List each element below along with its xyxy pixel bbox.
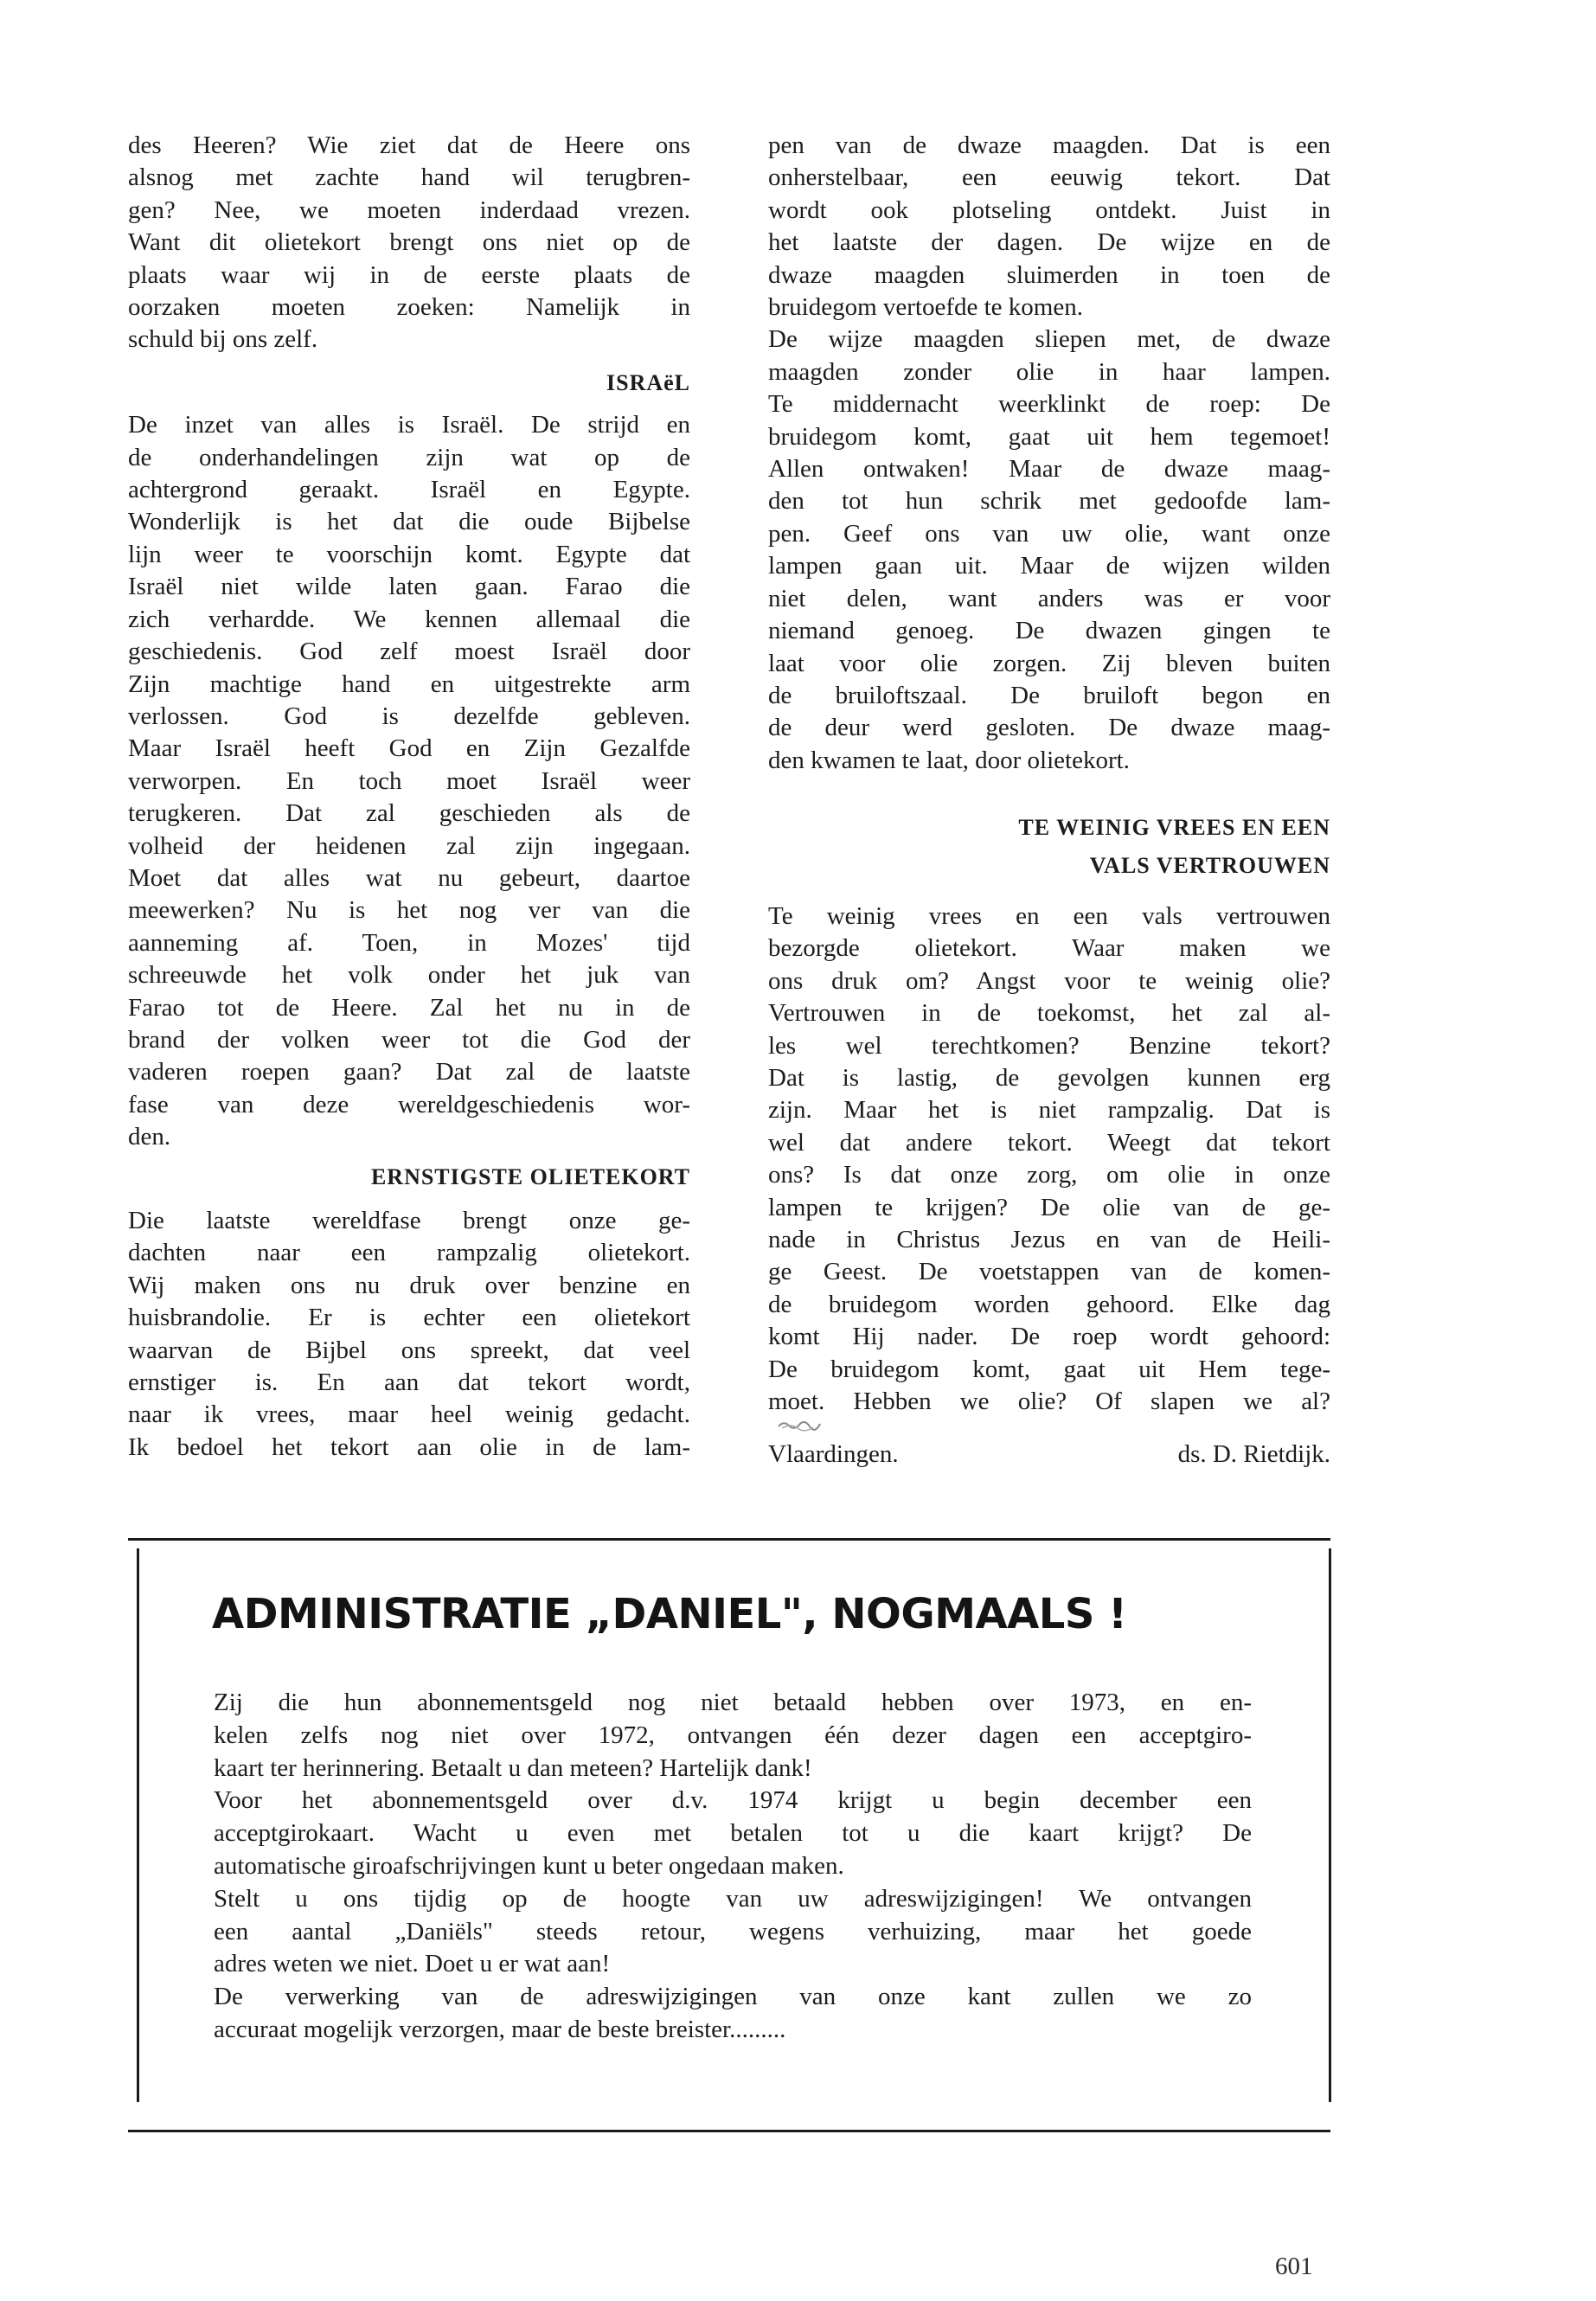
text-line: Moet dat alles wat nu gebeurt, daartoe [128,863,690,892]
ink-smudge-mark [775,1418,827,1432]
text-line: de deur werd gesloten. De dwaze maag- [768,714,1330,742]
text-line: Allen ontwaken! Maar de dwaze maag- [768,455,1330,484]
text-line: moet. Hebben we olie? Of slapen we al? [768,1388,1330,1416]
notice-line: Zij die hun abonnementsgeld nog niet betaald hebben over 1973, en en- [214,1689,1252,1716]
notice-line: kelen zelfs nog niet over 1972, ontvangen één dezer dagen een acceptgiro- [214,1721,1252,1749]
text-line: Zijn machtige hand en uitgestrekte arm [128,670,690,698]
text-line: brand der volken weer tot die God der [128,1025,690,1054]
notice-line: Stelt u ons tijdig op de hoogte van uw adreswijzigingen! We ontvangen [214,1884,1252,1913]
text-line: ernstiger is. En aan dat tekort wordt, [128,1368,690,1397]
text-line: Ik bedoel het tekort aan olie in de lam- [128,1433,690,1461]
ink-smudge [768,1418,1330,1433]
text-line: Dat is lastig, de gevolgen kunnen erg [768,1063,1330,1092]
text-line: lampen gaan uit. Maar de wijzen wilden [768,552,1330,580]
notice-line: accuraat mogelijk verzorgen, maar de beste breister......... [214,2015,786,2043]
right-column [768,130,1330,1471]
text-line: bruidegom vertoefde te komen. [768,293,1083,322]
text-line: achtergrond geraakt. Israël en Egypte. [128,476,690,504]
paragraph-intro [128,130,690,356]
text-line: De bruidegom komt, gaat uit Hem tege- [768,1355,1330,1383]
text-line: bruidegom komt, gaat uit hem tegemoet! [768,422,1330,451]
text-line: plaats waar wij in de eerste plaats de [128,260,690,289]
box-top-rule [128,1538,1330,1541]
text-line: nade in Christus Jezus en van de Heili- [768,1226,1330,1253]
text-line: geschiedenis. God zelf moest Israël door [128,638,690,666]
box-bottom-rule [128,2130,1330,2132]
signature-row [768,1439,1330,1471]
paragraph-vrees [768,901,1330,1419]
text-line: fase van deze wereldgeschiedenis wor- [128,1090,690,1118]
text-line: verworpen. En toch moet Israël weer [128,766,690,795]
text-line: pen van de dwaze maagden. Dat is een [768,131,1330,159]
text-line: schuld bij ons zelf. [128,325,318,354]
section-heading-israel: ISRAëL [606,369,690,395]
text-line: bezorgde olietekort. Waar maken we [768,934,1330,963]
text-line: wel dat andere tekort. Weegt dat tekort [768,1128,1330,1157]
text-line: ge Geest. De voetstappen van de komen- [768,1258,1330,1286]
notice-line: acceptgirokaart. Wacht u even met betalen tot u die kaart krijgt? De [214,1819,1252,1848]
signature-name: ds. D. Rietdijk. [1177,1440,1330,1469]
box-right-rule [1329,1548,1331,2102]
text-line: den kwamen te laat, door olietekort. [768,746,1130,774]
notice-line: De verwerking van de adreswijzigingen van onze kant zullen we zo [214,1983,1252,2011]
text-line: den tot hun schrik met gedoofde lam- [768,487,1330,516]
text-line: komt Hij nader. De roep wordt gehoord: [768,1323,1330,1351]
text-line: Want dit olietekort brengt ons niet op de [128,228,690,257]
text-line: oorzaken moeten zoeken: Namelijk in [128,293,690,322]
text-line: verlossen. God is dezelfde gebleven. [128,702,690,730]
paragraph-maagden [768,130,1330,777]
text-line: huisbrandolie. Er is echter een olietekort [128,1304,690,1332]
text-line: pen. Geef ons van uw olie, want onze [768,519,1330,548]
text-line: de bruiloftszaal. De bruiloft begon en [768,681,1330,709]
text-line: Te middernacht weerklinkt de roep: De [768,390,1330,419]
text-line: alsnog met zachte hand wil terugbren- [128,163,690,192]
text-line: Vertrouwen in de toekomst, het zal al- [768,999,1330,1028]
text-line: vaderen roepen gaan? Dat zal de laatste [128,1058,690,1086]
text-line: waarvan de Bijbel ons spreekt, dat veel [128,1336,690,1364]
box-left-rule [137,1548,139,2102]
text-line: Farao tot de Heere. Zal het nu in de [128,993,690,1022]
text-line: lampen te krijgen? De olie van de ge- [768,1193,1330,1221]
text-line: maagden zonder olie in haar lampen. [768,357,1330,386]
signature-place: Vlaardingen. [768,1440,899,1469]
notice-body [214,1687,1252,2047]
text-line: de onderhandelingen zijn wat op de [128,443,690,471]
notice-line: automatische giroafschrijvingen kunt u beter ongedaan maken. [214,1851,844,1880]
section-heading-vrees-line1: TE WEINIG VREES EN EEN [1018,815,1330,841]
notice-line: kaart ter herinnering. Betaalt u dan meteen? Hartelijk dank! [214,1753,812,1782]
text-line: Israël niet wilde laten gaan. Farao die [128,573,690,601]
text-line: gen? Nee, we moeten inderdaad vrezen. [128,195,690,224]
text-line: terugkeren. Dat zal geschieden als de [128,799,690,828]
paragraph-olietekort [128,1205,690,1464]
left-column [128,130,690,1464]
page-number: 601 [1275,2253,1313,2280]
text-line: ons druk om? Angst voor te weinig olie? [768,966,1330,995]
text-line: De wijze maagden sliepen met, de dwaze [768,325,1330,354]
text-line: niemand genoeg. De dwazen gingen te [768,617,1330,645]
text-line: dachten naar een rampzalig olietekort. [128,1239,690,1267]
text-line: wordt ook plotseling ontdekt. Juist in [768,195,1330,224]
notice-line: Voor het abonnementsgeld over d.v. 1974 krijgt u begin december een [214,1786,1252,1815]
text-line: Wij maken ons nu druk over benzine en [128,1271,690,1299]
text-line: Maar Israël heeft God en Zijn Gezalfde [128,734,690,763]
text-line: ons? Is dat onze zorg, om olie in onze [768,1161,1330,1189]
text-line: lijn weer te voorschijn komt. Egypte dat [128,540,690,568]
paragraph-israel [128,409,690,1153]
section-heading-olietekort: ERNSTIGSTE OLIETEKORT [370,1163,690,1189]
notice-line: adres weten we niet. Doet u er wat aan! [214,1950,611,1978]
notice-line: een aantal „Daniëls" steeds retour, wegens verhuizing, maar het goede [214,1917,1252,1945]
text-line: volheid der heidenen zal zijn ingegaan. [128,831,690,860]
text-line: aanneming af. Toen, in Mozes' tijd [128,928,690,957]
text-line: het laatste der dagen. De wijze en de [768,228,1330,257]
section-heading-vrees-line2: VALS VERTROUWEN [1089,852,1330,878]
text-line: de bruidegom worden gehoord. Elke dag [768,1290,1330,1318]
text-line: niet delen, want anders was er voor [768,584,1330,612]
text-line: schreeuwde het volk onder het juk van [128,961,690,990]
text-line: meewerken? Nu is het nog ver van die [128,896,690,925]
text-line: den. [128,1123,171,1151]
text-line: onherstelbaar, een eeuwig tekort. Dat [768,163,1330,192]
text-line: laat voor olie zorgen. Zij bleven buiten [768,649,1330,677]
text-line: des Heeren? Wie ziet dat de Heere ons [128,131,690,159]
text-line: dwaze maagden sluimerden in toen de [768,260,1330,289]
text-line: zich verhardde. We kennen allemaal die [128,605,690,633]
text-line: De inzet van alles is Israël. De strijd en [128,411,690,439]
notice-title: ADMINISTRATIE „DANIEL", NOGMAALS ! [212,1590,1127,1638]
text-line: Die laatste wereldfase brengt onze ge- [128,1207,690,1234]
text-line: les wel terechtkomen? Benzine tekort? [768,1031,1330,1060]
text-line: Wonderlijk is het dat die oude Bijbelse [128,508,690,536]
text-line: Te weinig vrees en een vals vertrouwen [768,901,1330,930]
text-line: zijn. Maar het is niet rampzalig. Dat is [768,1096,1330,1125]
text-line: naar ik vrees, maar heel weinig gedacht. [128,1400,690,1429]
